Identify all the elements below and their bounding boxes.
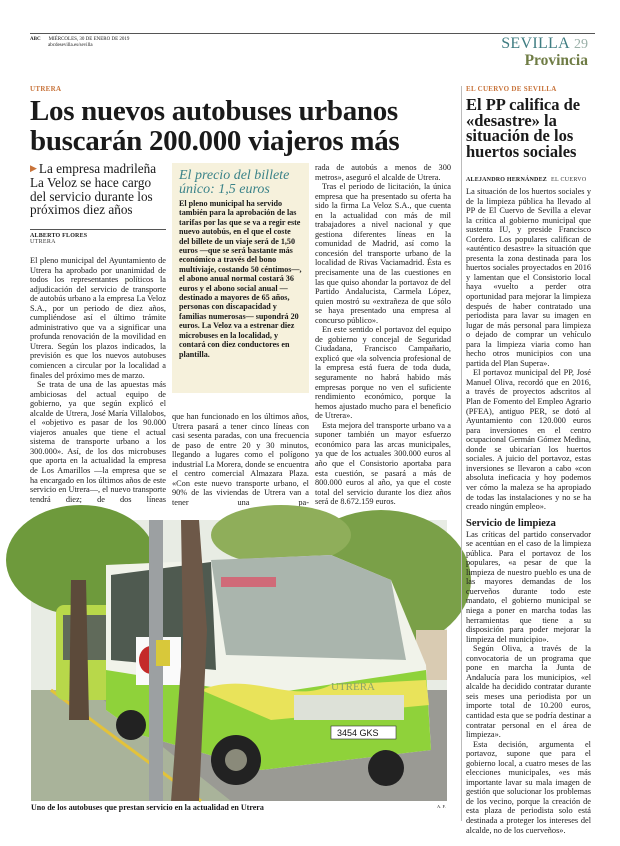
photo-caption: Uno de los autobuses que prestan servicio en la actualidad en Utrera <box>31 803 264 812</box>
article-column-2 <box>172 412 309 512</box>
paragraph: En este sentido el portavoz del equipo de gobierno y concejal de Seguridad Ciudadana, Francisco Campañario, explicó que «la solvencia profesional de la empresa está fuera de toda duda, seguramente no habrá habido más empresas porque no ven el suficiente rendimiento económico, porque la hemos ajustado mucho para el beneficio de Utrera». <box>315 325 451 421</box>
side-article-headline: El PP califica de «desastre» la situación de los huertos sociales <box>466 95 581 161</box>
author-location: UTRERA <box>30 239 56 245</box>
paragraph: que han funcionado en los últimos años, Utrera pasará a tener cinco líneas con casi sesenta paradas, con una frecuencia de paso de entre 20 y 30 minutos, llegando a lugares como el polígono industrial La Morera, donde se encuentra el centro comercial Almazara Plaza. «Con este nuevo transporte urbano, el 90% de las viviendas de Utrera van a tener una pa- <box>172 412 309 507</box>
article-kicker: UTRERA <box>30 85 62 93</box>
author-name: ALBERTO FLORES <box>30 233 88 239</box>
side-article-kicker: EL CUERVO DE SEVILLA <box>466 85 557 93</box>
page-number: 29 <box>574 37 588 52</box>
paragraph: Según Oliva, a través de la convocatoria de un programa que pone en marcha la Junta de Andalucía para los municipios, «el alcalde ha decidido contratar durante seis meses una periodista por un importe total de 10.200 euros, cantidad esta que se podría destinar a contratar personal en el área de limpieza». <box>466 644 591 740</box>
headline-line: Los nuevos autobuses urbanos <box>30 95 398 127</box>
headline-line: buscarán 200.000 viajeros más <box>30 125 400 157</box>
side-author-name: ALEJANDRO HERNÁNDEZ <box>466 177 547 183</box>
paragraph: Esta decisión, argumenta el portavoz, supone que para el gobierno local, a cuatro meses de las elecciones municipales, «es más importante lavar su mala imagen de gestión que solucionar los problemas de los vecino, porque la creación de esta plaza de periodista solo está destinada a proteger los intereses del alcalde, no de los cuerveños». <box>466 739 591 835</box>
box-title: El precio del billete único: 1,5 euros <box>179 168 290 197</box>
section-header <box>501 35 588 69</box>
side-subheading: Servicio de limpieza <box>466 517 556 529</box>
article-column-1 <box>30 256 166 518</box>
issue-date: MIÉRCOLES, 30 DE ENERO DE 2019 <box>48 37 130 42</box>
bus-photo <box>31 520 447 801</box>
article-subhead <box>30 162 168 217</box>
article-column-3 <box>315 163 451 513</box>
sidebar-box <box>172 163 309 393</box>
article-byline <box>30 233 87 245</box>
brand: ABC <box>30 37 41 42</box>
header-rule <box>30 33 595 34</box>
bullet-arrow-icon: ▶ <box>30 163 37 173</box>
paragraph: Se trata de una de las apuestas más ambiciosas del actual equipo de gobierno, ya que según explicó el alcalde de Utrera, José María Villalobos, el «objetivo es pasar de los 90.000 viajeros anuales que tiene el actual sistema de transporte urbano a los 300.000». Así, de los dos microbuses que aporta en la actualidad la empresa de Los Amarillos —la empresa que se ha encargado en los últimos años de este servicio en Utrera—, el nuevo transporte tendrá diez; de dos líneas <box>30 380 166 504</box>
photo-credit: A. F. <box>437 804 446 809</box>
subhead-text: La empresa madrileña La Veloz se hace cargo del servicio durante los próximos diez años <box>30 161 157 218</box>
license-plate: 3454 GKS <box>337 728 379 738</box>
article-headline <box>30 96 455 156</box>
subsection-name: Provincia <box>524 52 588 69</box>
paragraph: La situación de los huertos sociales y de la limpieza pública ha llevado al PP de El Cuervo de Sevilla a elevar la crítica al gobierno municipal que sustenta IU, y preside Francisco Cordero. Los populares califican de «auténtico desastre» la situación que presenta la zona destinada para los huertos sociales proyectados en 2016 y lamentan que el Consistorio local haya «vuelto a perder otra oportunidad para mejorar la limpieza después de haber contratado una periodista para lavar su imagen en lugar de más personal para limpieza o dejado de comprar un vehículo para la limpieza viaria como han hecho otros municipios con una partida del Plan Supera». <box>466 187 591 368</box>
paragraph: Tras el periodo de licitación, la única empresa que ha presentado su oferta ha sido la firma La Veloz S.A., que cuenta en la actualidad con más de mil trabajadores a nivel nacional y que gestiona diferentes líneas en la comunidad de Madrid, así como la concesión del transporte urbano de la localidad de Rivas Vaciamadrid. Ésta es precisamente una de las cuestiones en las que quiso ahondar la portavoz de del Partido Andalucista, Carmela López, quien mostró su «extrañeza de que sólo se haya presentado una empresa al concurso público». <box>315 182 451 325</box>
box-body: El pleno municipal ha servido también para la aprobación de las tarifas por las que se va a regir este nuevo autobús, en el que el coste del billete de un viaje será de 1,50 euros —que se será bastante más económico a través del bono multiviaje, costando 50 céntimos—, el abono anual normal costará 36 euros y el abono social anual —destinado a mayores de 65 años, personas con discapacidad y familias numerosas— supondrá 20 euros. La Veloz va a estrenar diez microbuses en la localidad, y contará con diez conductores en plantilla. <box>179 199 302 359</box>
bus-livery-text: UTRERA <box>331 681 375 693</box>
paragraph: rada de autobús a menos de 300 metros», aseguró el alcalde de Utrera. <box>315 163 451 182</box>
paragraph: El pleno municipal del Ayuntamiento de Utrera ha aprobado por unanimidad de todos los representantes políticos la adjudicación del servicio de transporte de autobús urbano a la empresa La Veloz S.A., por un periodo de diez años, cumpliéndose así el último trámite administrativo que va a significar una profunda renovación de la movilidad en Utrera. Según los plazos indicados, la previsión es que los nuevos autobuses comiencen a circular por la localidad a finales del próximo mes de marzo. <box>30 256 167 380</box>
paragraph: Esta mejora del transporte urbano va a suponer también un mayor esfuerzo económico para las arcas municipales, ya que de los actuales 300.000 euros al año que el Consistorio aportaba para esta cuestión, se pasará a más de 800.000 euros al año, ya que el coste total del servicio durante los diez años será de 8.672.159 euros. <box>315 420 451 507</box>
side-author-location: EL CUERVO <box>550 177 587 183</box>
paragraph: Las críticas del partido conservador se acentúan en el caso de la limpieza pública. Para el portavoz de los populares, «a pesar de que la limpieza de nuestro pueblo es una de las mayores demandas de los cuerveños durante todo este mandato, el gobierno municipal se niega a poner en marcha todas las herramientas que tiene a su disposición para poder mejorar la limpieza del municipio». <box>466 529 591 644</box>
column-divider <box>461 86 462 821</box>
site-url: abcdesevilla.es/sevilla <box>48 43 93 48</box>
byline-rule <box>30 229 166 230</box>
section-name: SEVILLA <box>501 35 570 52</box>
paragraph: El portavoz municipal del PP, José Manuel Oliva, recordó que en 2016, a través de proyectos adscritos al Plan de Fomento del Empleo Agrario (PFEA), antiguo PER, se dotó al Ayuntamiento con 120.000 euros para inversiones en el centro ocupacional Germán Gómez Medina, donde se ubicarían los huertos sociales. A juicio del portavoz, estas inversiones se llevaron a cabo «con absoluta ineficacia y hoy podemos ver cómo la maleza se ha apropiado de todas las instalaciones y no se ha creado ningún empleo». <box>466 368 591 512</box>
side-article-body <box>466 168 591 835</box>
page-header-info <box>30 37 129 49</box>
